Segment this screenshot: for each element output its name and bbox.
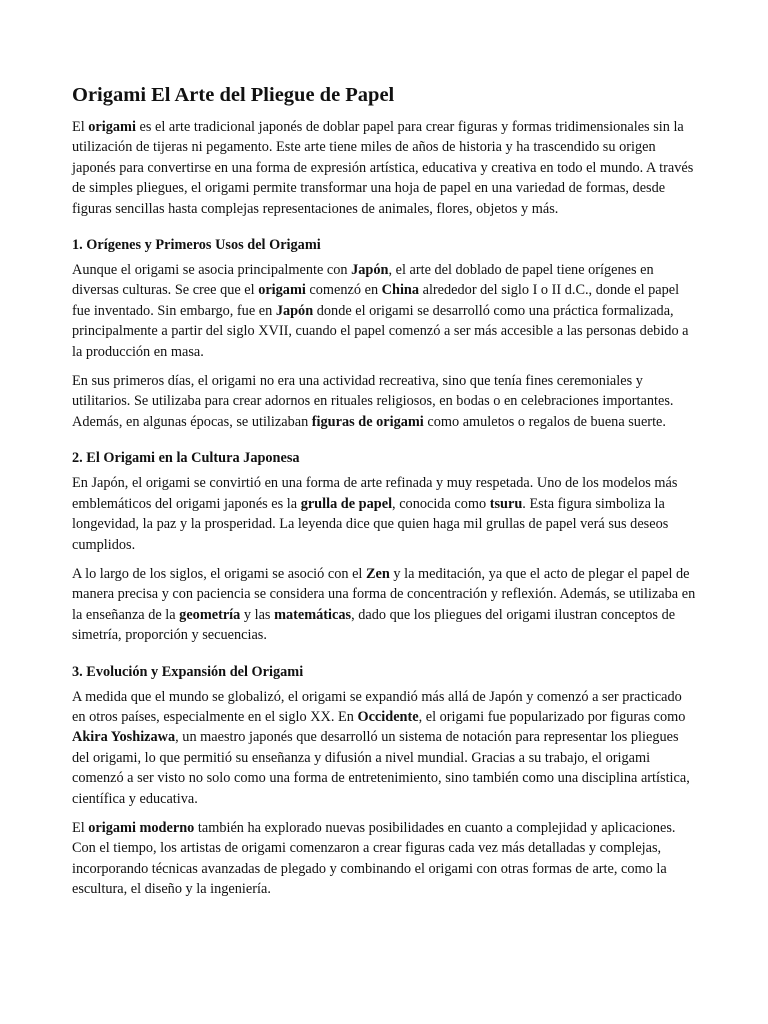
text-run: como amuletos o regalos de buena suerte.: [423, 413, 666, 430]
section-1-paragraph-2: [72, 371, 698, 432]
bold-term: grulla de papel: [300, 495, 393, 512]
bold-term: figuras de origami: [311, 413, 424, 430]
section-1-paragraph-1: [72, 260, 698, 362]
text-run: comenzó en: [305, 282, 382, 299]
section-1-heading: 1. Orígenes y Primeros Usos del Origami: [72, 237, 321, 254]
text-run: A lo largo de los siglos, el origami se asoció con el: [72, 565, 366, 582]
bold-term: origami: [258, 282, 306, 299]
section-3-paragraph-2: [72, 818, 698, 900]
bold-term: Japón: [275, 302, 314, 319]
text-run: Aunque el origami se asocia principalmente con: [72, 262, 352, 279]
text-run: El: [72, 819, 89, 836]
text-run: , un maestro japonés que desarrolló un sistema de notación para representar los pliegues del origami, lo que permitió su enseñanza y difusión a nivel mundial. Gracias a su trabajo, el origami comenzó a ser visto no solo como una forma de entretenimiento, sino también como una disciplina artística, científica y educativa.: [72, 729, 690, 807]
section-3-paragraph-1: [72, 687, 698, 809]
bold-term: Zen: [365, 565, 390, 582]
bold-term: matemáticas: [274, 606, 352, 623]
text-run: y la meditación, ya que el acto de plegar el papel de manera precisa y con paciencia se considera una forma de concentración y reflexión. Además, se utilizaba en la enseñanza de la: [72, 565, 696, 623]
document-page: [72, 80, 698, 900]
text-run: , conocida como: [392, 495, 490, 512]
text-run: A medida que el mundo se globalizó, el origami se expandió más allá de Japón y comenzó a ser practicado en otros países, especialmente en el siglo XX. En: [72, 688, 682, 725]
bold-term: tsuru: [489, 495, 523, 512]
text-run: donde el origami se desarrolló como una práctica formalizada, principalmente a partir del siglo XVII, cuando el papel comenzó a ser más accesible a las personas debido a la producción en masa.: [72, 302, 689, 360]
bold-term: geometría: [179, 606, 241, 623]
text-run: , el origami fue popularizado por figuras como: [418, 708, 686, 725]
text-run: , el arte del doblado de papel tiene orígenes en diversas culturas. Se cree que el: [72, 262, 654, 299]
text-run: y las: [240, 606, 275, 623]
text-run: también ha explorado nuevas posibilidades en cuanto a complejidad y aplicaciones. Con el tiempo, los artistas de origami comenzaron a crear figuras cada vez más detalladas y complejas, incorporando técnicas avanzadas de plegado y combinando el origami con otras formas de arte, como la escultura, el diseño y la ingeniería.: [72, 819, 676, 898]
section-2-paragraph-2: [72, 564, 698, 646]
text-run: En Japón, el origami se convirtió en una forma de arte refinada y muy respetada. Uno de los modelos más emblemáticos del origami japonés es la: [72, 475, 678, 512]
intro-paragraph: [72, 117, 698, 219]
bold-term: origami moderno: [88, 819, 195, 836]
bold-term: Occidente: [357, 708, 419, 725]
bold-term: China: [381, 282, 420, 299]
text-run: El: [72, 119, 89, 135]
section-2-heading: 2. El Origami en la Cultura Japonesa: [72, 450, 300, 467]
section-3-heading: 3. Evolución y Expansión del Origami: [72, 663, 304, 680]
bold-term: origami: [88, 119, 136, 135]
section-2-paragraph-1: [72, 473, 698, 555]
text-run: , dado que los pliegues del origami ilustran conceptos de simetría, proporción y secuencias.: [72, 606, 676, 644]
text-run: es el arte tradicional japonés de doblar papel para crear figuras y formas tridimensionales sin la utilización de tijeras ni pegamento. Este arte tiene miles de años de historia y ha trascendido su origen japonés para convertirse en una forma de expresión artística, educativa y creativa en todo el mundo. A través de simples pliegues, el origami permite transformar una hoja de papel en una variedad de formas, desde figuras sencillas hasta complejas representaciones de animales, flores, objetos y más.: [72, 119, 694, 217]
text-run: En sus primeros días, el origami no era una actividad recreativa, sino que tenía fines ceremoniales y utilitarios. Se utilizaba para crear adornos en rituales religiosos, en bodas o en celebraciones importantes. Además, en algunas épocas, se utilizaban: [72, 373, 674, 430]
text-run: . Esta figura simboliza la longevidad, la paz y la prosperidad. La leyenda dice que quien haga mil grullas de papel verá sus deseos cumplidos.: [72, 495, 669, 553]
bold-term: Japón: [351, 262, 389, 279]
text-run: alrededor del siglo I o II d.C., donde el papel fue inventado. Sin embargo, fue en: [72, 282, 680, 319]
document-title: Origami El Arte del Pliegue de Papel: [72, 84, 395, 106]
bold-term: Akira Yoshizawa: [72, 729, 176, 746]
